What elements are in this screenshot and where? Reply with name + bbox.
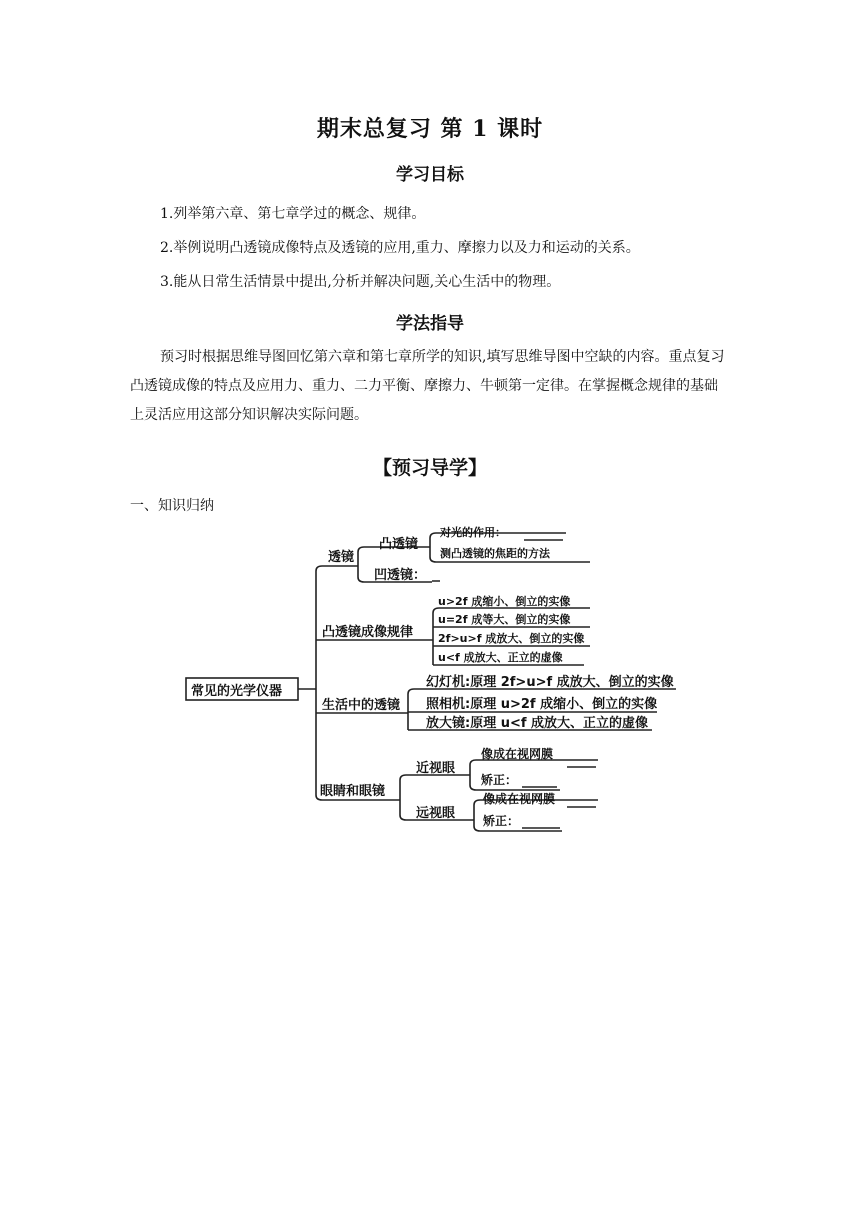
life-item-camera: 照相机:原理 u>2f 成缩小、倒立的实像 xyxy=(426,697,658,712)
lens-node: 透镜 xyxy=(328,550,355,565)
rule-2: u=2f 成等大、倒立的实像 xyxy=(438,613,571,626)
myopia-image-position: 像成在视网膜 xyxy=(481,747,554,761)
method-paragraph: 预习时根据思维导图回忆第六章和第七章所学的知识,填写思维导图中空缺的内容。重点复习凸透镜成像的特点及应用力、重力、二力平衡、摩擦力、牛顿第一定律。在掌握概念规律的基础上灵活应用这部分知识解决实际问题。 xyxy=(130,349,725,423)
objective-3: 3.能从日常生活情景中提出,分析并解决问题,关心生活中的物理。 xyxy=(160,274,561,290)
rule-3: 2f>u>f 成放大、倒立的实像 xyxy=(438,632,585,645)
method-heading: 学法指导 xyxy=(396,314,464,334)
life-lens-node: 生活中的透镜 xyxy=(322,698,401,713)
section-label: 一、知识归纳 xyxy=(130,498,214,514)
page-title: 期末总复习 第 1 课时 xyxy=(316,116,544,142)
rule-1: u>2f 成缩小、倒立的实像 xyxy=(438,595,571,608)
convex-item-light-effect: 对光的作用： xyxy=(440,526,506,539)
root-node: 常见的光学仪器 xyxy=(191,684,283,699)
hyperopia-node: 远视眼 xyxy=(416,806,456,821)
objective-2: 2.举例说明凸透镜成像特点及透镜的应用,重力、摩擦力以及力和运动的关系。 xyxy=(160,240,640,256)
hyperopia-correction: 矫正： xyxy=(483,814,520,828)
life-item-projector: 幻灯机:原理 2f>u>f 成放大、倒立的实像 xyxy=(426,675,674,690)
myopia-node: 近视眼 xyxy=(416,761,456,776)
myopia-correction: 矫正： xyxy=(481,773,518,787)
concave-lens-node: 凹透镜： xyxy=(374,568,427,583)
life-item-magnifier: 放大镜:原理 u<f 成放大、正立的虚像 xyxy=(426,716,649,731)
eye-node: 眼睛和眼镜 xyxy=(320,784,386,799)
convex-item-focal-method: 测凸透镜的焦距的方法 xyxy=(440,547,550,560)
objective-1: 1.列举第六章、第七章学过的概念、规律。 xyxy=(160,206,426,222)
convex-lens-node: 凸透镜 xyxy=(379,537,419,552)
hyperopia-image-position: 像成在视网膜 xyxy=(483,792,556,806)
preview-heading: 【预习导学】 xyxy=(372,457,487,479)
imaging-rules-node: 凸透镜成像规律 xyxy=(322,625,414,640)
rule-4: u<f 成放大、正立的虚像 xyxy=(438,651,563,664)
objectives-heading: 学习目标 xyxy=(396,165,464,185)
